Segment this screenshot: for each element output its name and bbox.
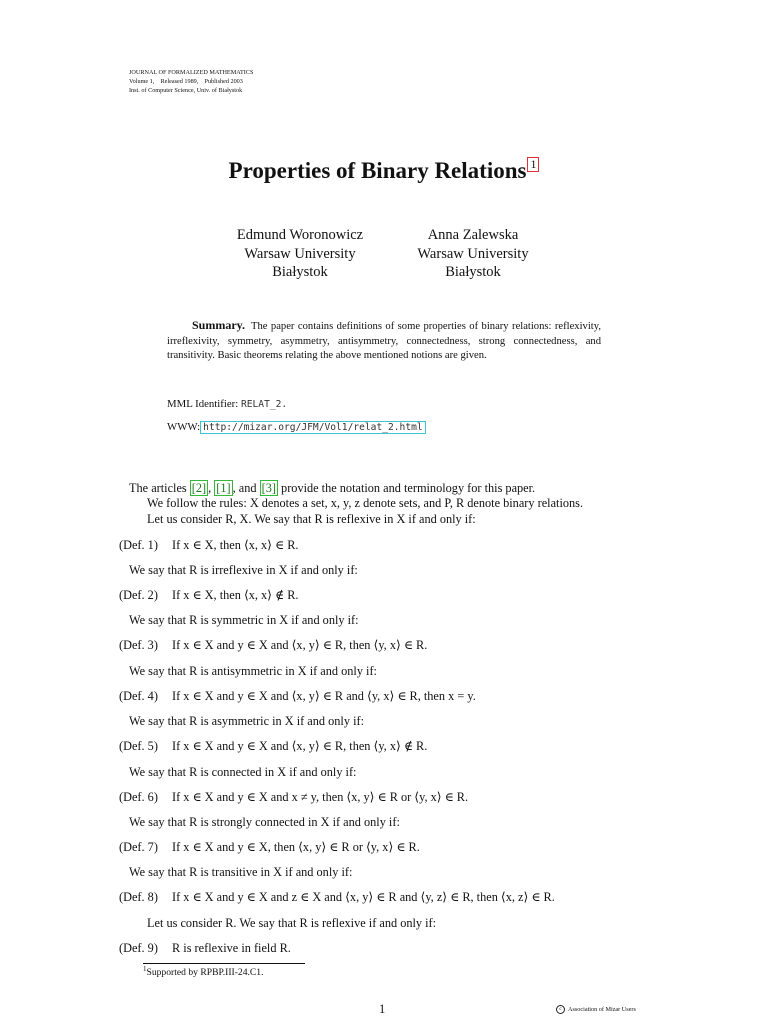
citation-3[interactable]: [3]	[261, 481, 276, 495]
say-irreflexive: We say that R is irreflexive in X if and only if:	[129, 563, 358, 577]
say-symmetric: We say that R is symmetric in X if and only if:	[129, 613, 359, 627]
definition-3	[119, 638, 427, 653]
www-line	[167, 421, 426, 433]
say-connected: We say that R is connected in X if and only if:	[129, 765, 357, 779]
intro-and: and	[238, 481, 257, 495]
journal-volume-line	[129, 78, 253, 87]
def-text: If x ∈ X and y ∈ X and ⟨x, y⟩ ∈ R, then ⟨y, x⟩ ∉ R.	[172, 739, 428, 753]
definition-9	[119, 941, 291, 956]
def-text: If x ∈ X and y ∈ X and ⟨x, y⟩ ∈ R and ⟨y, x⟩ ∈ R, then x = y.	[172, 689, 476, 703]
definition-2	[119, 588, 299, 603]
footnote-marker: 1	[143, 965, 147, 973]
journal-header	[129, 69, 253, 95]
def-label: (Def. 1)	[119, 538, 158, 552]
def-label: (Def. 5)	[119, 739, 158, 753]
def-label: (Def. 3)	[119, 638, 158, 652]
say-asymmetric: We say that R is asymmetric in X if and only if:	[129, 714, 364, 728]
definition-7	[119, 840, 420, 855]
journal-volume: Volume 1,	[129, 77, 155, 85]
author-name: Edmund Woronowicz	[236, 227, 364, 243]
copyright	[556, 1005, 636, 1014]
paper-title: Properties of Binary Relations	[228, 158, 527, 183]
def-label: (Def. 9)	[119, 941, 158, 955]
paper-title-block	[0, 157, 768, 184]
journal-released: Released 1989,	[160, 77, 199, 85]
summary-text: The paper contains definitions of some properties of binary relations: reflexivity, irreflexivity, symmetry, asymmetry, antisymmetry, connectedness, strong connectedness, and transitivity. Basic theorems relating the above mentioned notions are given.	[167, 321, 601, 361]
def-label: (Def. 8)	[119, 890, 158, 904]
def-text: If x ∈ X, then ⟨x, x⟩ ∈ R.	[172, 538, 299, 552]
author-city: Białystok	[272, 264, 328, 280]
mml-label: MML Identifier:	[167, 398, 239, 410]
def-text: If x ∈ X, then ⟨x, x⟩ ∉ R.	[172, 588, 299, 602]
footnote-divider	[143, 963, 305, 964]
mml-identifier	[167, 398, 287, 410]
page-number: 1	[379, 1002, 386, 1016]
journal-institute: Inst. of Computer Science, Univ. of Białystok	[129, 86, 243, 94]
def-text: If x ∈ X and y ∈ X and x ≠ y, then ⟨x, y⟩ ∈ R or ⟨y, x⟩ ∈ R.	[172, 790, 469, 804]
def-label: (Def. 7)	[119, 840, 158, 854]
author-1	[200, 226, 400, 282]
copyright-text: Association of Mizar Users	[568, 1005, 636, 1013]
definition-5	[119, 739, 427, 754]
def-label: (Def. 2)	[119, 588, 158, 602]
author-affiliation: Warsaw University	[417, 245, 529, 262]
www-link[interactable]: http://mizar.org/JFM/Vol1/relat_2.html	[200, 421, 426, 434]
summary-label: Summary.	[192, 318, 246, 332]
intro-paragraph: The articles [2] , [1] , and [3] provide the notation and terminology for this paper.	[129, 481, 536, 495]
title-footnote-link[interactable]: 1	[527, 157, 539, 172]
def-text: If x ∈ X and y ∈ X, then ⟨x, y⟩ ∈ R or ⟨y, x⟩ ∈ R.	[172, 840, 420, 854]
definition-4	[119, 689, 476, 704]
copyright-icon: c	[556, 1005, 565, 1014]
summary	[167, 318, 601, 364]
author-2	[373, 226, 573, 282]
def-text: If x ∈ X and y ∈ X and z ∈ X and ⟨x, y⟩ ∈ R and ⟨y, z⟩ ∈ R, then ⟨x, z⟩ ∈ R.	[172, 890, 555, 904]
citation-2[interactable]: [2]	[191, 481, 207, 495]
def-text: R is reflexive in field R.	[172, 941, 291, 955]
consider-reflexive-in: Let us consider R, X. We say that R is reflexive in X if and only if:	[147, 512, 476, 526]
def-label: (Def. 4)	[119, 689, 158, 703]
citation-1[interactable]: [1]	[216, 481, 231, 495]
say-antisymmetric: We say that R is antisymmetric in X if and only if:	[129, 664, 377, 678]
def-label: (Def. 6)	[119, 790, 158, 804]
rules-paragraph: We follow the rules: X denotes a set, x, y, z denote sets, and P, R denote binary relations.	[147, 496, 584, 510]
author-city: Białystok	[445, 264, 501, 280]
consider-reflexive: Let us consider R. We say that R is reflexive if and only if:	[147, 916, 437, 930]
author-name: Anna Zalewska	[427, 227, 519, 243]
author-affiliation: Warsaw University	[244, 245, 356, 262]
www-label: WWW:	[167, 421, 201, 433]
intro-pre: The articles	[129, 481, 187, 495]
definition-6	[119, 790, 468, 805]
journal-name: JOURNAL OF FORMALIZED MATHEMATICS	[129, 69, 254, 76]
mml-value: RELAT_2.	[240, 399, 288, 410]
journal-published: Published 2003	[204, 77, 243, 85]
intro-post: provide the notation and terminology for this paper.	[281, 481, 536, 495]
footnote	[143, 965, 264, 978]
say-strongly-connected: We say that R is strongly connected in X if and only if:	[129, 815, 400, 829]
definition-8	[119, 890, 555, 905]
def-text: If x ∈ X and y ∈ X and ⟨x, y⟩ ∈ R, then ⟨y, x⟩ ∈ R.	[172, 638, 428, 652]
footnote-text: Supported by RPBP.III-24.C1.	[146, 967, 264, 979]
say-transitive: We say that R is transitive in X if and only if:	[129, 865, 353, 879]
definition-1	[119, 538, 299, 553]
